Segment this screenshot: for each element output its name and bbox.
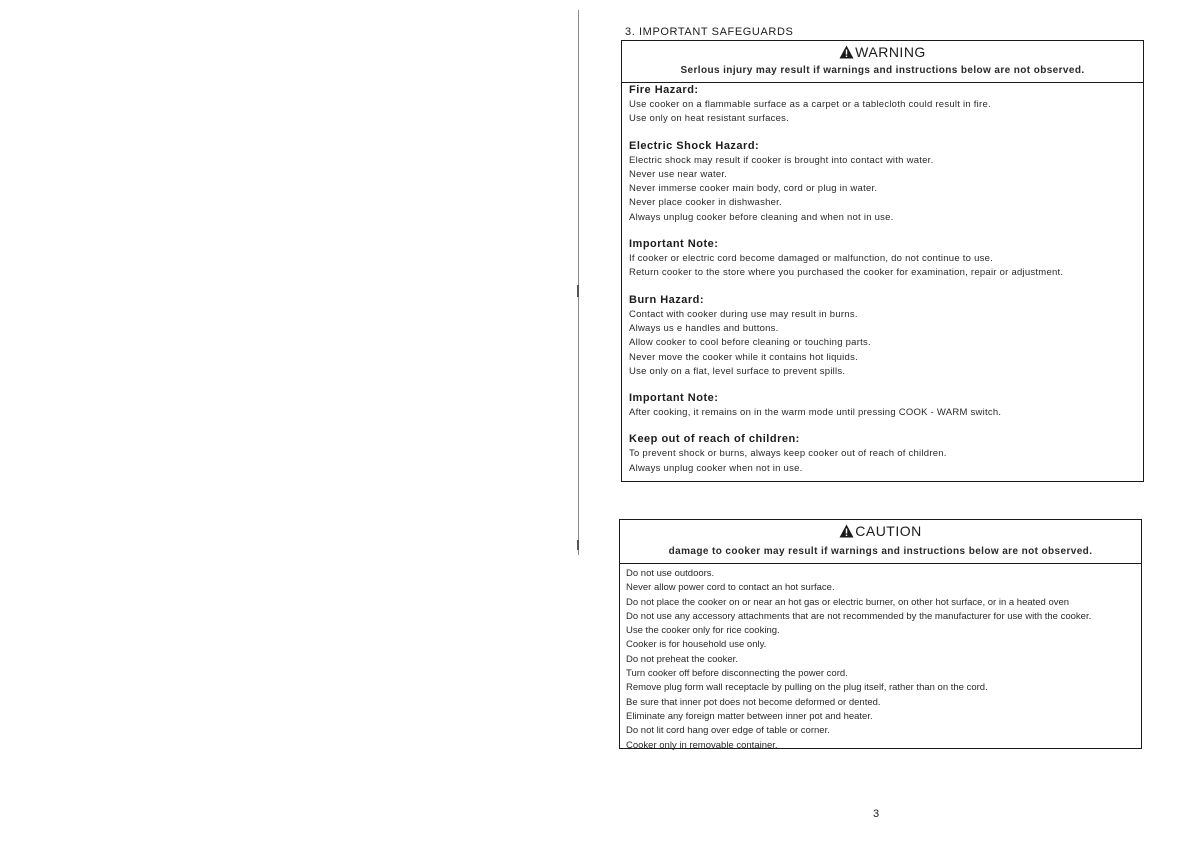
warning-header <box>622 41 1143 83</box>
caution-line: Use the cooker only for rice cooking. <box>626 625 780 637</box>
hazard-line: Never move the cooker while it contains hot liquids. <box>629 351 858 363</box>
hazard-line: After cooking, it remains on in the warm mode until pressing COOK - WARM switch. <box>629 407 1002 419</box>
hazard-line: Use cooker on a flammable surface as a carpet or a tablecloth could result in fire. <box>629 99 991 110</box>
caution-line: Turn cooker off before disconnecting the power cord. <box>626 668 848 680</box>
hazard-line: Always us e handles and buttons. <box>629 322 779 334</box>
caution-line: Eliminate any foreign matter between inner pot and heater. <box>626 710 873 722</box>
warning-triangle-icon <box>839 524 854 538</box>
caution-heading-line <box>620 520 1141 541</box>
caution-heading: CAUTION <box>855 523 922 539</box>
hazard-title: Important Note: <box>629 238 719 251</box>
caution-line: Do not use outdoors. <box>626 568 715 579</box>
caution-body <box>620 564 1141 753</box>
section-title: 3. IMPORTANT SAFEGUARDS <box>625 26 794 38</box>
caution-subheading: damage to cooker may result if warnings and instructions below are not observed. <box>668 546 1093 557</box>
hazard-line: Always unplug cooker when not in use. <box>629 462 803 474</box>
caution-line: Do not place the cooker on or near an hot gas or electric burner, on other hot surface, or in a heated oven <box>626 596 1070 608</box>
caution-line: Do not use any accessory attachments that are not recommended by the manufacturer for use with the cooker. <box>626 610 1092 622</box>
caution-line: Be sure that inner pot does not become deformed or dented. <box>626 696 881 708</box>
hazard-title: Keep out of reach of children: <box>629 433 800 446</box>
hazard-line: Never immerse cooker main body, cord or plug in water. <box>629 183 878 195</box>
fold-mark <box>577 285 579 297</box>
caution-header <box>620 520 1141 564</box>
caution-line: Do not lit cord hang over edge of table or corner. <box>626 725 830 737</box>
hazard-line: Use only on a flat, level surface to prevent spills. <box>629 365 846 377</box>
hazard-line: Allow cooker to cool before cleaning or touching parts. <box>629 337 871 349</box>
hazard-title: Burn Hazard: <box>629 293 705 306</box>
page-number: 3 <box>873 808 880 820</box>
hazard-line: Return cooker to the store where you purchased the cooker for examination, repair or adjustment. <box>629 267 1064 279</box>
hazard-line: To prevent shock or burns, always keep cooker out of reach of children. <box>629 448 947 460</box>
hazard-line: Always unplug cooker before cleaning and when not in use. <box>629 211 894 223</box>
warning-body <box>622 83 1143 476</box>
page-fold-line <box>578 10 579 555</box>
fold-mark <box>577 540 579 550</box>
hazard-line: Never use near water. <box>629 168 728 180</box>
hazard-title: Electric Shock Hazard: <box>629 139 760 152</box>
warning-heading-line <box>622 41 1143 62</box>
hazard-line: Electric shock may result if cooker is brought into contact with water. <box>629 154 934 166</box>
hazard-title: Fire Hazard: <box>629 84 699 96</box>
caution-line: Do not preheat the cooker. <box>626 653 738 665</box>
hazard-line: Never place cooker in dishwasher. <box>629 197 782 209</box>
warning-box <box>621 40 1144 482</box>
caution-line: Never allow power cord to contact an hot surface. <box>626 582 835 594</box>
hazard-line: If cooker or electric cord become damaged or malfunction, do not continue to use. <box>629 253 994 265</box>
warning-subheading: Serlous injury may result if warnings and instructions below are not observed. <box>680 65 1085 76</box>
hazard-title: Important Note: <box>629 392 719 405</box>
hazard-line: Use only on heat resistant surfaces. <box>629 113 790 125</box>
hazard-line: Contact with cooker during use may result in burns. <box>629 308 858 320</box>
caution-line: Remove plug form wall receptacle by pulling on the plug itself, rather than on the cord. <box>626 682 988 694</box>
caution-line: Cooker only in removable container. <box>626 739 778 751</box>
warning-heading: WARNING <box>855 44 926 60</box>
caution-box <box>619 519 1142 749</box>
caution-line: Cooker is for household use only. <box>626 639 767 651</box>
warning-triangle-icon <box>839 45 854 59</box>
